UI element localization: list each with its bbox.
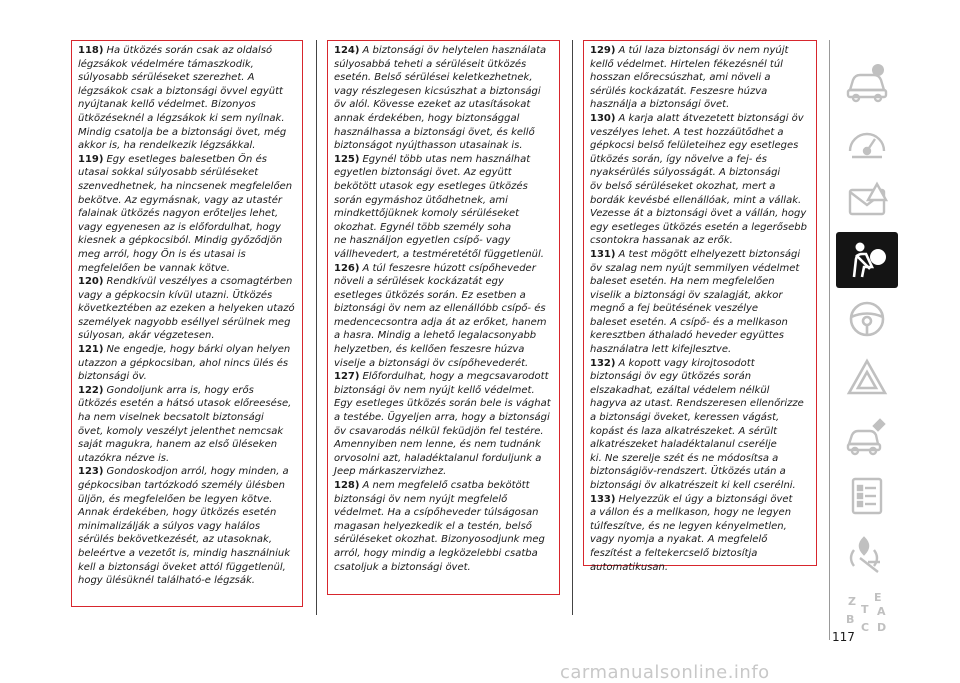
warning-number: 131) xyxy=(590,248,616,260)
index-letter: E xyxy=(874,591,882,604)
warning-text: A test mögött elhelyezett biztonsági öv szalag nem nyújt semmilyen védelmet baleset esetén. Ha nem megfelelően viselik a biztonsági öv szalagját, akkor megnő a fej beütésének veszélye baleset esetén. A csípő- és a mellkason keresztben áthaladó heveder együttes használatra lett kifejlesztve. xyxy=(590,248,801,356)
warning-number: 122) xyxy=(78,384,104,396)
warning-paragraph xyxy=(78,44,296,153)
warning-text: Egynél több utas nem használhat egyetlen biztonsági övet. Az együtt bekötött utasok egy esetleges ütközés során egymáshoz ütődhetnek, ami mindkettőjüknek komoly sérüléseket okozhat. Egynél több személy soha ne használjon egyetlen csípő- vagy vállhevedert, a testméretétől függetlenül. xyxy=(334,153,544,260)
index-letter: C xyxy=(861,621,870,634)
warning-number: 125) xyxy=(334,153,360,165)
warning-number: 120) xyxy=(78,276,104,288)
seatbelt-airbag-icon[interactable] xyxy=(836,232,898,288)
warning-paragraph xyxy=(590,248,810,357)
multimedia-icon[interactable] xyxy=(836,527,898,583)
warning-text: Ne engedje, hogy bárki olyan helyen utazzon a gépkocsiban, ahol nincs ülés és biztonsági öv. xyxy=(78,344,291,383)
warning-text: Gondoljunk arra is, hogy erős ütközés esetén a hátsó utasok előreesése, ha nem viselnek becsatolt biztonsági övet, komoly veszélyt jelenthet nemcsak saját magukra, hanem az első üléseken utazókra nézve is. xyxy=(78,384,292,464)
warning-text: A nem megfelelő csatba bekötött biztonsági öv nem nyújt megfelelő védelmet. Ha a csípőheveder túlságosan magasan helyezkedik el a testén, belső sérüléseket okozhat. Bizonyosodjunk meg arról, hogy mindig a legközelebbi csatba csatoljuk a biztonsági övet. xyxy=(334,480,545,573)
warning-paragraph xyxy=(78,465,296,587)
warning-triangle-icon[interactable] xyxy=(836,350,898,406)
warning-text: Rendkívül veszélyes a csomagtérben vagy a gépkocsin kívül utazni. Ütközés következtében az ezeken a helyeken utazó személyek nagyobb eséllyel sérülnek meg súlyosan, akár végzetesen. xyxy=(78,276,295,342)
index-letter: Z xyxy=(848,595,856,608)
warning-text: Előfordulhat, hogy a megcsavarodott biztonsági öv nem nyújt kellő védelmet. Egy esetleges ütközés során bele is vághat a testébe. Ügyeljen arra, hogy a biztonsági öv csavarodás nélkül feküdjön fel testére. Amennyiben nem lenne, és nem tudnánk orvosolni azt, haladéktalanul forduljunk a Jeep márkaszervizhez. xyxy=(334,371,551,478)
column-divider xyxy=(316,40,317,615)
index-letter: D xyxy=(877,621,887,634)
steering-wheel-icon[interactable] xyxy=(836,291,898,347)
index-letter: T xyxy=(861,603,869,616)
warning-number: 126) xyxy=(334,262,360,274)
warning-number: 119) xyxy=(78,153,104,165)
warning-paragraph xyxy=(334,262,553,371)
warning-paragraph xyxy=(334,370,553,479)
warning-number: 124) xyxy=(334,45,360,56)
warning-paragraph xyxy=(78,153,296,275)
car-maintenance-icon[interactable] xyxy=(836,409,898,465)
warning-number: 132) xyxy=(590,357,616,369)
warning-number: 121) xyxy=(78,344,104,356)
index-letter: A xyxy=(877,605,886,618)
warning-text: Egy esetleges balesetben Ön és utasai sokkal súlyosabb sérüléseket szenvedhetnek, ha nincsenek megfelelően bekötve. Az egymásnak, vagy az utastér falainak ütközés nagyon erőteljes lehet, vagy egyenesen az is előfordulhat, hogy kiesnek a gépkocsiból. Mindig győződjön meg arról, hogy Ön is és utasai is megfelelően be vannak kötve. xyxy=(78,153,293,274)
warning-number: 130) xyxy=(590,112,616,124)
warning-paragraph xyxy=(78,275,296,343)
warning-paragraph xyxy=(78,343,296,384)
index-letter: B xyxy=(846,613,855,626)
warning-column-1 xyxy=(71,40,303,607)
warning-text: A karja alatt átvezetett biztonsági öv veszélyes lehet. A test hozzáütődhet a gépkocsi belső felületeihez egy esetleges ütközés során, így növelve a fej- és nyaksérülés súlyosságát. A biztonsági öv belső sérüléseket okozhat, mert a bordák kevésbé ellenállóak, mint a vállak. Vezesse át a biztonsági övet a vállán, hogy egy esetleges ütközés esetén a legerősebb csontokra hassanak az erők. xyxy=(590,112,807,247)
specifications-list-icon[interactable] xyxy=(836,468,898,524)
page-number: 117 xyxy=(832,630,855,644)
warning-column-3 xyxy=(583,40,817,573)
warning-number: 128) xyxy=(334,480,360,491)
warning-paragraph xyxy=(590,493,810,575)
sidebar-divider xyxy=(829,40,830,640)
warning-paragraph xyxy=(334,153,553,262)
warning-text: A túl laza biztonsági öv nem nyújt kellő védelmet. Hirtelen fékezésnél túl hosszan előrecsúszhat, ami növeli a sérülés kockázatát. Feszesre húzva használja a biztonsági övet. xyxy=(590,45,789,111)
chapter-sidebar xyxy=(832,55,902,645)
warning-number: 118) xyxy=(78,45,104,56)
watermark: carmanualsonline.info xyxy=(560,662,770,683)
warning-text: Gondoskodjon arról, hogy minden, a gépkocsiban tartózkodó személy ülésben üljön, és megfelelően be legyen kötve. Annak érdekében, hogy ütközés esetén minimalizálják a súlyos vagy halálos sérülés bekövetkezését, az utasoknak, beleértve a vezetőt is, mindig használniuk kell a biztonsági öveket attól függetlenül, hogy ülésüknél található-e légzsák. xyxy=(78,466,291,587)
car-info-icon[interactable] xyxy=(836,55,898,111)
column-divider xyxy=(572,40,573,615)
warning-paragraph xyxy=(590,357,810,493)
warning-number: 123) xyxy=(78,466,104,478)
warning-paragraph xyxy=(590,112,810,248)
warning-text: A túl feszesre húzott csípőheveder növeli a sérülések kockázatát egy esetleges ütközés során. Ez esetben a biztonsági öv nem az ellenállóbb csípő- és medencecsontra adja át az erőket, hanem a hasra. Mindig a lehető legalacsonyabb helyzetben, és kellően feszesre húzva viselje a biztonsági öv csípőhevederét. xyxy=(334,262,547,369)
warning-paragraph xyxy=(334,479,553,574)
warning-number: 133) xyxy=(590,493,616,505)
warning-text: Helyezzük el úgy a biztonsági övet a vállon és a mellkason, hogy ne legyen túlfeszítve, és ne legyen kényelmetlen, vagy nyomja a nyakat. A megfelelő feszítést a feltekercselő biztosítja automatikusan. xyxy=(590,493,793,573)
warning-number: 127) xyxy=(334,371,360,383)
warning-envelope-icon[interactable] xyxy=(836,173,898,229)
warning-paragraph xyxy=(334,44,553,153)
warning-number: 129) xyxy=(590,45,616,56)
dashboard-gauge-icon[interactable] xyxy=(836,114,898,170)
warning-text: A kopott vagy kirojtosodott biztonsági öv egy ütközés során elszakadhat, ezáltal védelem nélkül hagyva az utast. Rendszeresen ellenőrizze a biztonsági öveket, keressen vágást, kopást és laza alkatrészeket. A sérült alkatrészeket haladéktalanul cserélje ki. Ne szerelje szét és ne módosítsa a biztonságiöv-rendszert. Ütközés után a biztonsági öv alkatrészeit ki kell cserélni. xyxy=(590,357,804,491)
warning-paragraph xyxy=(590,44,810,112)
warning-text: A biztonsági öv helytelen használata súlyosabbá teheti a sérüléseit ütközés esetén. Belső sérülései keletkezhetnek, vagy részlegesen kicsúszhat a biztonsági öv alól. Kövesse ezeket az utasításokat annak érdekében, hogy biztonsággal használhassa a biztonsági övet, és kellő biztonságot nyújthasson utasainak is. xyxy=(334,45,547,152)
warning-text: Ha ütközés során csak az oldalsó légzsákok védelmére támaszkodik, súlyosabb sérüléseket szerezhet. A légzsákok csak a biztonsági övvel együtt nyújtanak kellő védelmet. Bizonyos ütközéseknél a légzsákok ki sem nyílnak. Mindig csatolja be a biztonsági övet, még akkor is, ha rendelkezik légzsákkal. xyxy=(78,45,287,152)
warning-column-2 xyxy=(327,40,560,595)
warning-paragraph xyxy=(78,384,296,466)
